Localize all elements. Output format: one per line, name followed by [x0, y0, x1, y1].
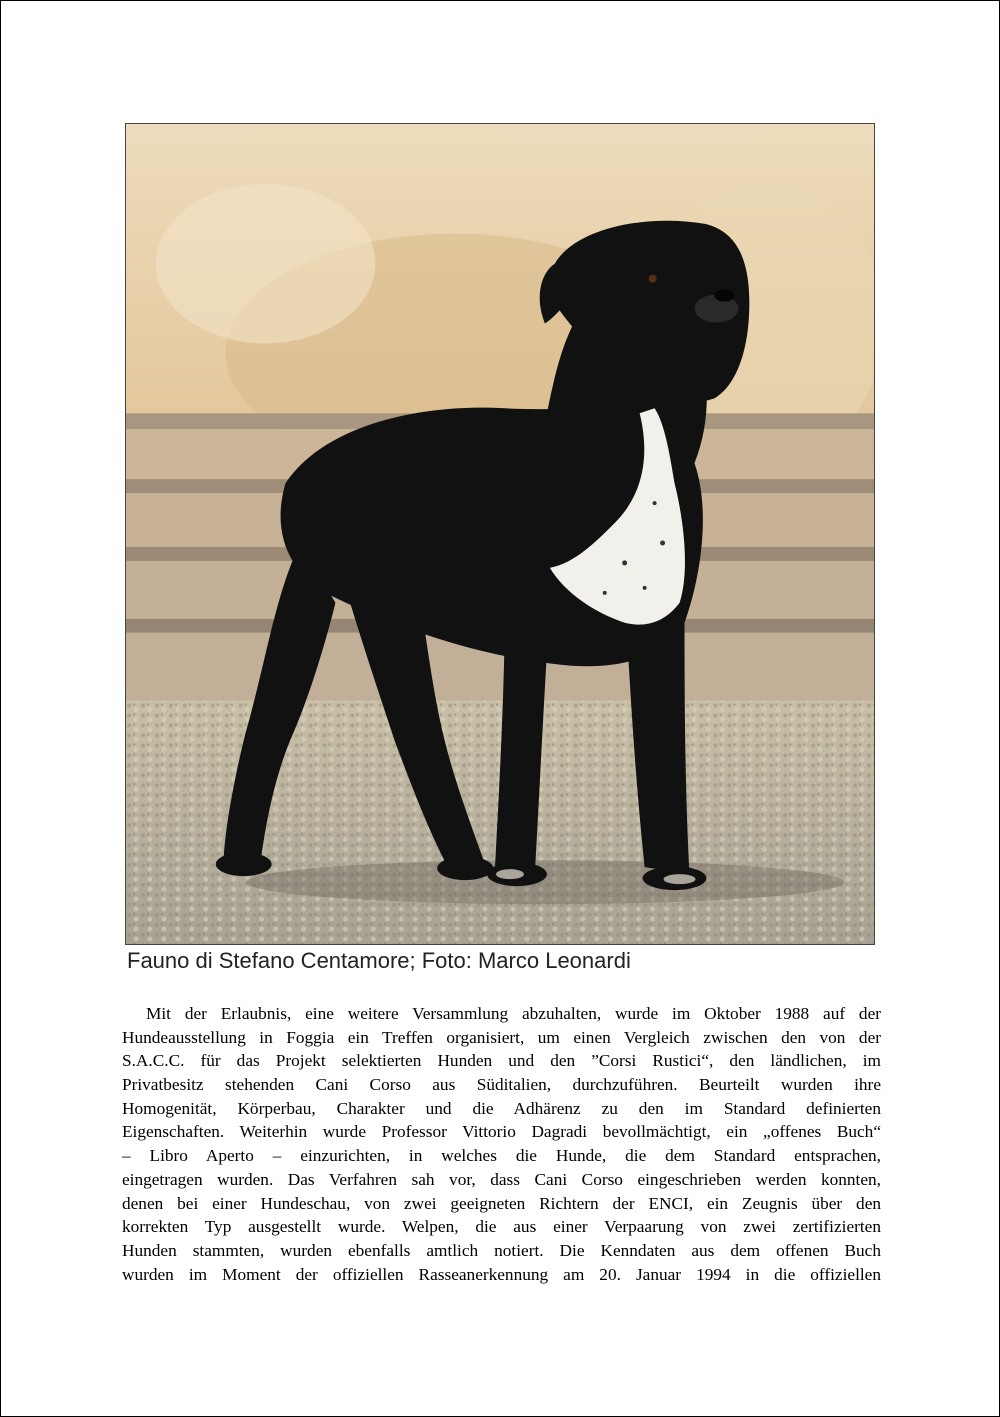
dog-photo [125, 123, 875, 945]
text-line: Homogenität, Körperbau, Charakter und die Adhärenz zu den im Standard definierten [122, 1098, 881, 1118]
text-line: – Libro Aperto – einzurichten, in welches die Hunde, die dem Standard entsprachen, [122, 1146, 881, 1166]
body-paragraph [122, 1002, 881, 1286]
text-line: Hunden stammten, wurden ebenfalls amtlich notiert. Die Kenndaten aus dem offenen Buch [122, 1240, 881, 1260]
text-line: Eigenschaften. Weiterhin wurde Professor Vittorio Dagradi bevollmächtigt, ein „offenes Buch“ [122, 1122, 881, 1142]
text-line: Privatbesitz stehenden Cani Corso aus Süditalien, durchzuführen. Beurteilt wurden ihre [122, 1075, 881, 1095]
photo-caption: Fauno di Stefano Centamore; Foto: Marco Leonardi [127, 948, 631, 973]
text-line: korrekten Typ ausgestellt wurde. Welpen, die aus einer Verpaarung von zwei zertifizierten [122, 1217, 881, 1237]
text-line: Mit der Erlaubnis, eine weitere Versammlung abzuhalten, wurde im Oktober 1988 auf der [146, 1004, 881, 1023]
text-line: denen bei einer Hundeschau, von zwei geeigneten Richtern der ENCI, ein Zeugnis über den [122, 1193, 881, 1213]
cane-corso-illustration [126, 124, 874, 944]
text-line: eingetragen wurden. Das Verfahren sah vor, dass Cani Corso eingeschrieben werden konnten, [122, 1169, 881, 1189]
text-line: wurden im Moment der offiziellen Rasseanerkennung am 20. Januar 1994 in die offiziellen [122, 1264, 881, 1284]
text-line: Hundeausstellung in Foggia ein Treffen organisiert, um einen Vergleich zwischen den von der [122, 1027, 881, 1047]
text-line: S.A.C.C. für das Projekt selektierten Hunden und den ”Corsi Rustici“, den ländlichen, im [122, 1051, 881, 1071]
